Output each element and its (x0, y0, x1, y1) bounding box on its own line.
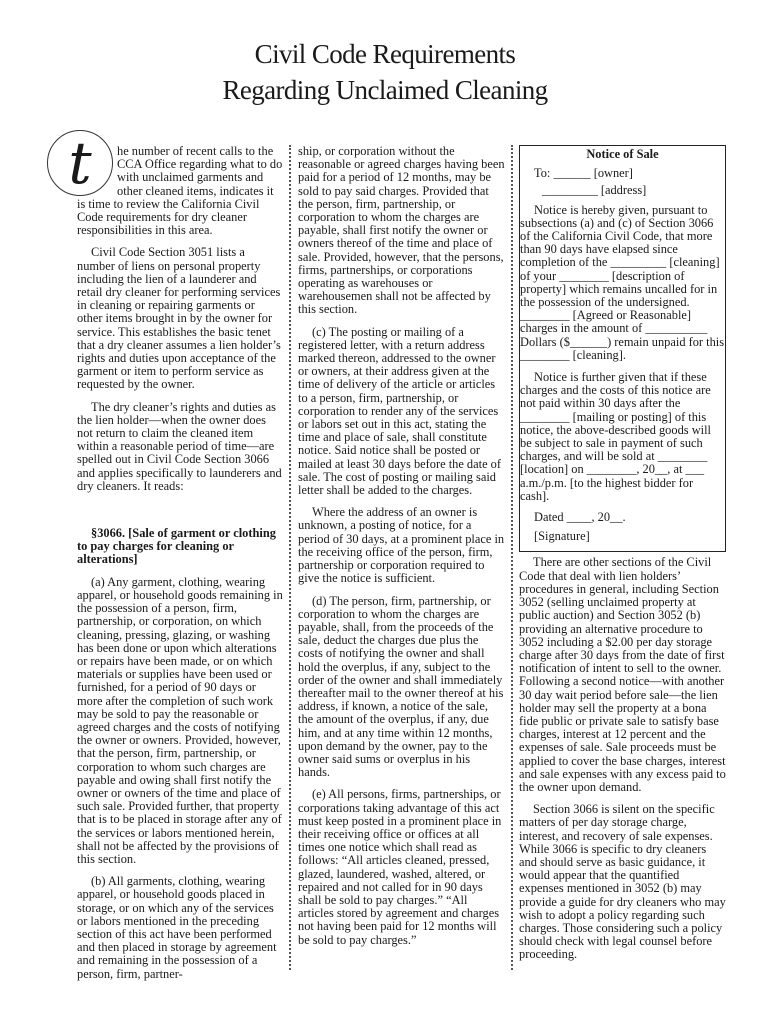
notice-address-line: _________ [address] (542, 183, 647, 198)
column-1 (68, 129, 283, 981)
column-3 (519, 145, 726, 962)
subsection-c: (c) The posting or mailing of a registered letter, with a return address marked thereon, addressed to the owner or owners, at their address given at the time of delivery of the article or articles to a person, firm, partnership, or corporation to render any of the services or labors set out in this act, stating the time and place of sale, shall constitute notice. Said notice shall be posted or mailed at least 30 days before the date of sale. The cost of posting or mailing said letter shall be added to the charges. (298, 324, 501, 498)
intro-text: he number of recent calls to the CCA Office regarding what to do with unclaimed garments and other cleaned items, indicates it is time to review the California Civil Code requirements for dry cleaner responsibilities in this area. (77, 144, 283, 238)
notice-title: Notice of Sale (586, 147, 659, 161)
notice-of-sale-box (519, 145, 726, 552)
subsection-b-continued: ship, or corporation without the reasonable or agreed charges having been paid for a period of 12 months, may be sold to pay said charges. Provided that the person, firm, partnership, or corporation to whom the charges are payable, shall first notify the owner or owners thereof of the time and place of sale. Provided, however, that the persons, firms, partnerships, or corporations operating as warehouses or warehousemen shall not be affected by this section. (298, 144, 505, 317)
article-title (0, 36, 770, 108)
notice-signature-line: [Signature] (534, 529, 590, 544)
intro-paragraph (68, 129, 283, 238)
subsection-c-address-unknown: Where the address of an owner is unknown, a posting of notice, for a period of 30 days, at a prominent place in the receiving office of the person, firm, partnership or corporation required to give the notice is sufficient. (298, 505, 505, 586)
notice-dated-line: Dated ____, 20__. (534, 510, 626, 525)
section-3066-heading: §3066. [Sale of garment or clothing to pay charges for cleaning or alterations] (77, 526, 276, 567)
column-2 (298, 145, 505, 947)
notice-paragraph-2: Notice is further given that if these charges and the costs of this notice are not paid within 30 days after the ________ [mailing or posting] of this notice, the above-described goods will be subject to sale in payment of such charges, and will be sold at ________ [location] on ________, 20__, at ___ a.m./p.m. [to the highest bidder for cash]. (520, 370, 711, 503)
paragraph-other-sections: There are other sections of the Civil Code that deal with lien holders’ procedures in general, including Section 3052 (selling unclaimed property at public auction) and Section 3052 (b) providing an alternative procedure to 3052 including a $2.00 per day storage charge after 30 days from the date of first notification of intent to sell to the owner. Following a second notice—with another 30 day wait period before sale—the lien holder may sell the property at a bona fide public or private sale to satisfy base charges, interest at 12 percent and the expenses of sale. Sale proceeds must be applied to cover the base charges, interest and sale expenses with any excess paid to the owner upon demand. (519, 555, 726, 794)
paragraph-section-3051: Civil Code Section 3051 lists a number of liens on personal property including the lien of a launderer and retail dry cleaner for performing services in cleaning or repairing garments or other items brought in by the owner for service. This establishes the basic tenet that a dry cleaner assumes a lien holder’s rights and duties upon acceptance of the garment or item to perform service as requested by the owner. (77, 245, 281, 392)
subsection-a: (a) Any garment, clothing, wearing apparel, or household goods remaining in the possession of a person, firm, partnership, or corporation, on which cleaning, pressing, glazing, or washing has been done or upon which alterations or repairs have been made, or on which materials or supplies have been used or furnished, for a period of 90 days or more after the completion of such work may be sold to pay the reasonable or agreed charges and the costs of notifying the owner or owners. Provided, however, that the person, firm, partnership, or corporation to whom such charges are payable and owing shall first notify the owner or owners of the time and place of such sale. Provided further, that property that is to be placed in storage after any of the services or labors mentioned herein, shall not be affected by the provisions of this section. (77, 574, 283, 866)
title-line-2: Regarding Unclaimed Cleaning (222, 75, 548, 105)
column-divider-1 (289, 145, 291, 970)
subsection-b: (b) All garments, clothing, wearing apparel, or household goods placed in storage, or on which any of the services or labors mentioned in the preceding section of this act have been performed and then placed in storage by agreement and remaining in the possession of a person, firm, partner- (77, 874, 277, 981)
paragraph-section-3066-silent: Section 3066 is silent on the specific matters of per day storage charge, interest, and recovery of sale expenses. While 3066 is specific to dry cleaners and should serve as basic guidance, it would appear that the quantified expenses mentioned in 3052 (b) may provide a guide for dry cleaners who may wish to adopt a policy regarding such charges. Those considering such a policy should check with legal counsel before proceeding. (519, 802, 726, 962)
subsection-e: (e) All persons, firms, partnerships, or corporations taking advantage of this act must keep posted in a prominent place in their receiving office or offices at all times one notice which shall read as follows: “All articles cleaned, pressed, glazed, laundered, washed, altered, or repaired and not called for in 90 days shall be sold to pay charges.” “All articles stored by agreement and charges not having been paid for 12 months will be sold to pay charges.” (298, 787, 502, 947)
drop-cap-letter: t (47, 130, 113, 196)
title-line-1: Civil Code Requirements (254, 39, 516, 69)
other-sections-text (519, 556, 726, 961)
column-divider-2 (511, 145, 513, 970)
notice-to-line: To: ______ [owner] (534, 166, 633, 181)
paragraph-lien-holder: The dry cleaner’s rights and duties as the lien holder—when the owner does not return to claim the cleaned item within a reasonable period of time—are spelled out in Civil Code Section 3066 and applies specifically to launderers and dry cleaners. It reads: (77, 399, 282, 493)
subsection-d: (d) The person, firm, partnership, or corporation to whom the charges are payable, shall, from the proceeds of the sale, deduct the charges due plus the costs of notifying the owner and shall hold the overplus, if any, subject to the order of the owner and shall immediately thereafter mail to the owner thereof at his address, if known, a notice of the sale, the amount of the overplus, if any, due him, and at any time within 12 months, upon demand by the owner, pay to the owner said sums or overplus in his hands. (298, 593, 504, 780)
notice-paragraph-1: Notice is hereby given, pursuant to subsections (a) and (c) of Section 3066 of the California Civil Code, that more than 90 days have elapsed since completion of the _________ [cleaning] of your ________ [description of property] which remains uncalled for in the possession of the undersigned. ________ [Agreed or Reasonable] charges in the amount of __________ Dollars ($______) remain unpaid for this ________ [cleaning]. (520, 202, 725, 362)
